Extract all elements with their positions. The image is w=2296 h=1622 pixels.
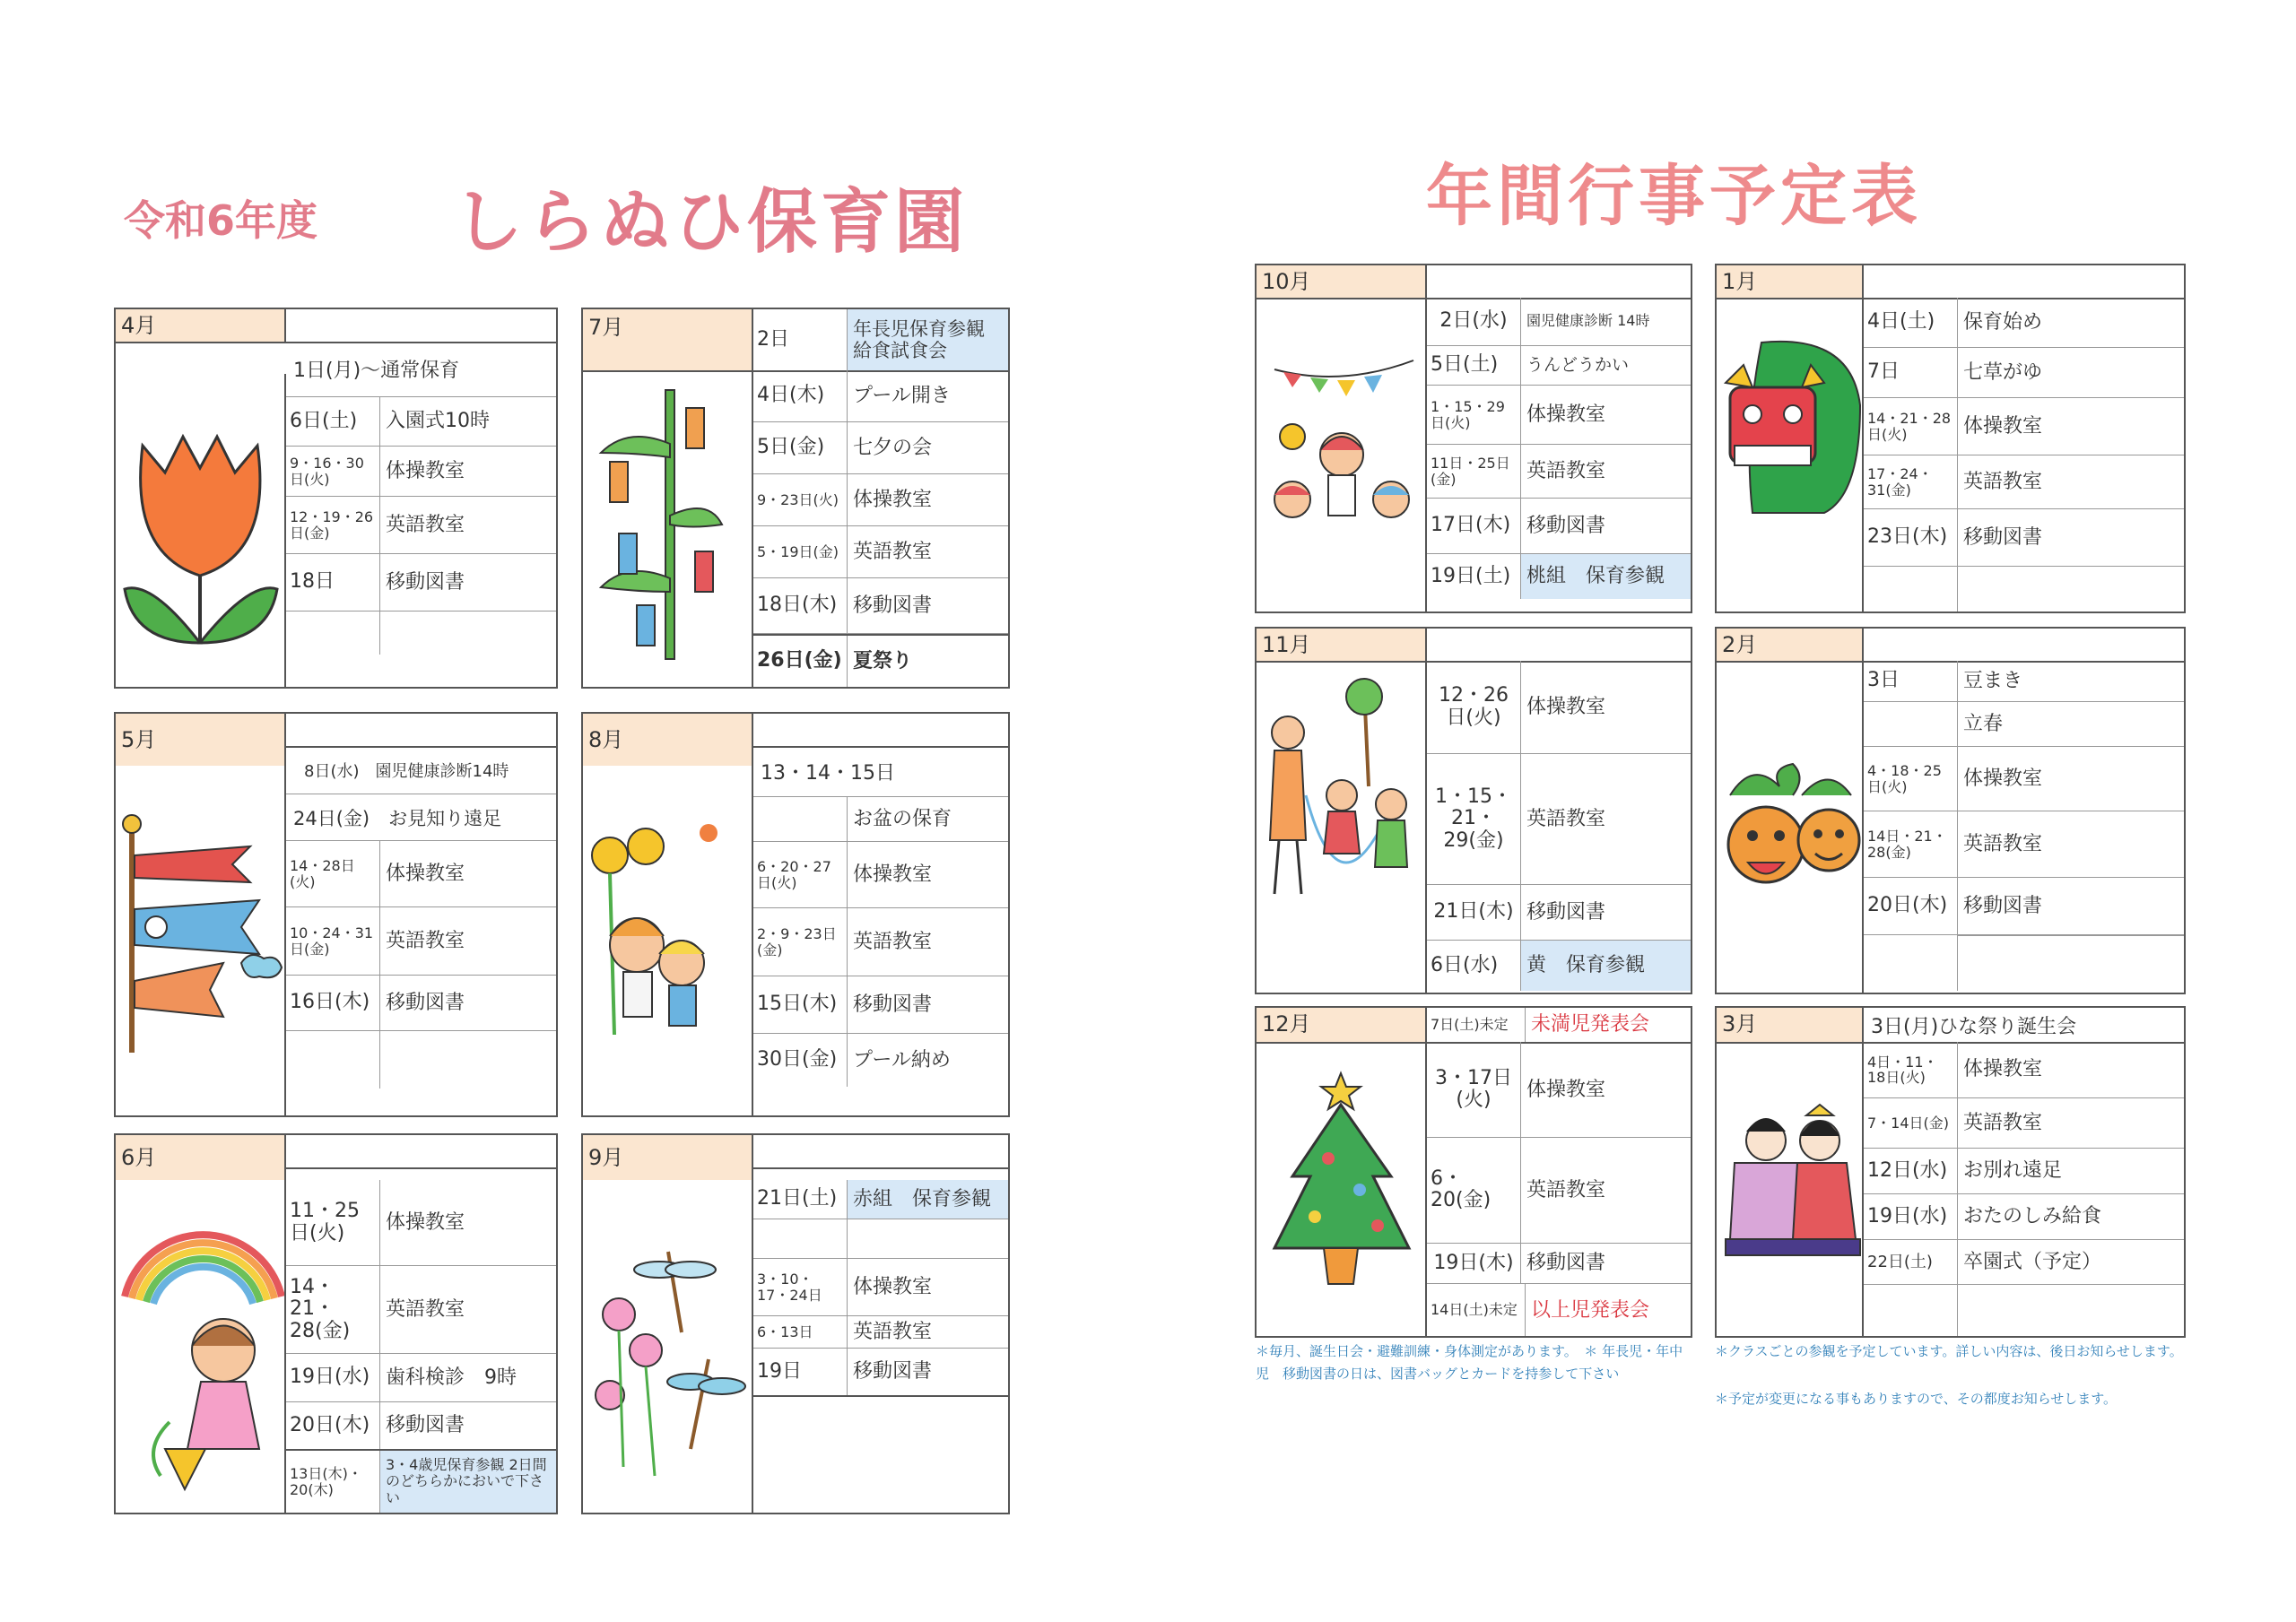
event-text: 移動図書 [1526,900,1606,924]
event-text: 英語教室 [1963,470,2043,493]
event-text: 移動図書 [1963,525,2043,549]
month-label: 8月 [583,714,753,766]
event-date: 5日(土) [1427,346,1521,385]
event-date: 6・20(金) [1427,1138,1521,1242]
event-date: 17・24・31(金) [1864,455,1958,508]
event-text: 未満児発表会 [1531,1013,1650,1037]
event-text: 以上児発表会 [1531,1298,1650,1322]
event-text: 体操教室 [386,1210,465,1234]
event-date: 6・20・27日(火) [753,842,848,907]
event-date: 2日(水) [1427,298,1521,345]
event-date: 21日(木) [1427,885,1521,940]
event-date: 6・13日 [753,1316,848,1348]
event-date: 23日(木) [1864,509,1958,566]
month-card-november [1255,627,1692,994]
event-text: 24日(金) お見知り遠足 [293,807,502,829]
event-text: 移動図書 [1526,514,1606,537]
event-date: 12日(水) [1864,1149,1958,1193]
month-card-september [581,1133,1010,1514]
event-date: 30日(金) [753,1034,848,1087]
event-date: 22日(土) [1864,1240,1958,1283]
event-text: 体操教室 [1526,695,1606,718]
event-text: 保育始め [1963,310,2043,334]
event-date: 14日(土)未定 [1427,1284,1526,1336]
event-text: 年長児保育参観 給食試食会 [848,309,1008,370]
event-date: 14日・21・28(金) [1864,811,1958,877]
footnote-right-2: ＊予定が変更になる事もありますので、その都度お知らせします。 [1715,1391,2118,1407]
month-card-may [114,712,558,1117]
event-text: 13・14・15日 [761,761,895,785]
event-text: 体操教室 [1963,1058,2043,1081]
event-text: 体操教室 [1963,414,2043,438]
event-text: 英語教室 [853,1320,933,1343]
event-date: 17日(木) [1427,499,1521,553]
event-text: おたのしみ給食 [1963,1205,2102,1228]
event-date: 26日(金) [753,636,848,687]
event-text: 英語教室 [1526,459,1606,482]
nursery-name: しらぬひ保育園 [453,182,969,263]
event-date: 19日(水) [1864,1194,1958,1239]
event-text: 移動図書 [853,1360,933,1383]
event-text: 英語教室 [386,1297,465,1321]
event-text: 体操教室 [1963,767,2043,790]
event-date: 5日(金) [753,422,848,473]
event-text: 英語教室 [386,929,465,952]
event-date: 14・21・28日(火) [1864,398,1958,455]
event-date: 14・21・28(金) [286,1266,380,1353]
event-text: 3・4歳児保育参観 2日間のどちらかにおいで下さい [380,1451,556,1513]
event-date: 1・15・21・29(金) [1427,754,1521,884]
event-date: 19日(木) [1427,1244,1521,1284]
month-label: 3月 [1717,1008,1864,1042]
event-text: 体操教室 [386,459,465,482]
event-text: 移動図書 [1963,894,2043,917]
event-text: 英語教室 [1963,832,2043,855]
event-text: 英語教室 [853,540,933,563]
event-text: 七夕の会 [853,436,933,459]
event-text: お盆の保育 [853,807,952,830]
month-card-april [114,308,558,689]
month-label: 10月 [1257,265,1427,298]
event-text: 移動図書 [853,993,933,1016]
event-text: 体操教室 [1526,403,1606,426]
rainbow-girl-illustration [116,1180,286,1513]
event-date: 20日(木) [286,1402,380,1449]
jump-rope-illustration [1257,661,1427,993]
event-text: 夏祭り [853,649,913,672]
event-date: 19日 [753,1349,848,1395]
month-card-june [114,1133,558,1514]
event-date: 11・25日(火) [286,1180,380,1265]
event-date: 20日(木) [1864,878,1958,934]
cosmos-dragonfly-illustration [583,1180,753,1513]
event-text: 黄 保育参観 [1521,941,1691,991]
event-date: 7・14日(金) [1864,1098,1958,1147]
event-text: 体操教室 [1526,1078,1606,1101]
sports-day-illustration [1257,298,1427,612]
event-text: お別れ遠足 [1963,1159,2063,1183]
event-text: 赤組 保育参観 [848,1180,1008,1219]
event-text: 移動図書 [853,594,933,617]
event-text: 3日(月)ひな祭り誕生会 [1871,1015,2077,1038]
koinobori-illustration [116,766,286,1115]
lion-dance-illustration [1717,298,1864,612]
event-date: 7日 [1864,348,1958,397]
footnote-left: ＊毎月、誕生日会・避難訓練・身体測定があります。 ＊ 年長児・年中児 移動図書の日は、図書バッグとカードを持参して下さい [1256,1343,1683,1382]
event-date: 3・10・17・24日 [753,1259,848,1315]
event-date: 16日(木) [286,976,380,1030]
fiscal-year-label: 令和6年度 [124,196,318,245]
event-date: 1・15・29日(火) [1427,386,1521,444]
month-card-october [1255,264,1692,613]
month-label: 9月 [583,1135,753,1180]
month-label: 11月 [1257,629,1427,661]
hina-dolls-illustration [1717,1042,1864,1336]
month-card-august [581,712,1010,1117]
event-text: 移動図書 [386,991,465,1014]
event-date: 3・17日(火) [1427,1042,1521,1137]
event-text: 英語教室 [386,513,465,536]
event-date: 7日(土)未定 [1427,1008,1526,1042]
month-card-february [1715,627,2186,994]
event-date: 4日(木) [753,370,848,421]
event-text: 体操教室 [853,488,933,511]
event-date: 4日(土) [1864,298,1958,347]
event-text: 1日(月)〜通常保育 [293,360,460,382]
event-text: プール開き [853,384,951,407]
event-text: 体操教室 [853,863,933,886]
event-date: 13日(木)・20(木) [286,1451,380,1513]
event-text: 英語教室 [1526,1178,1606,1201]
event-text: 豆まき [1963,669,2023,692]
event-date: 18日 [286,554,380,611]
event-date: 3日 [1864,661,1958,701]
event-date: 19日(水) [286,1354,380,1401]
month-label: 12月 [1257,1008,1427,1042]
event-date: 12・19・26日(金) [286,497,380,553]
event-date: 11日・25日(金) [1427,445,1521,498]
event-date: 9・16・30日(火) [286,447,380,496]
event-date: 10・24・31日(金) [286,907,380,975]
event-text: 卒園式（予定） [1963,1250,2102,1273]
event-date: 14・28日(火) [286,841,380,906]
event-date: 19日(土) [1427,554,1521,599]
event-date: 4・18・25日(火) [1864,747,1958,811]
event-date: 18日(木) [753,578,848,633]
tulip-illustration [116,374,286,687]
month-card-march [1715,1006,2186,1338]
event-text: 歯科検診 9時 [386,1366,517,1389]
event-text: 移動図書 [1526,1252,1606,1275]
month-card-january [1715,264,2186,613]
event-date: 5・19日(金) [753,526,848,577]
event-text: 移動図書 [386,1414,465,1437]
event-date: 12・26日(火) [1427,661,1521,753]
event-date: 9・23日(火) [753,474,848,525]
month-label: 2月 [1717,629,1864,661]
page-title: 年間行事予定表 [1426,158,1922,235]
event-text: 入園式10時 [386,410,490,433]
event-date: 21日(土) [753,1180,848,1219]
event-date: 15日(木) [753,976,848,1033]
oni-mask-illustration [1717,661,1864,993]
event-text: 園児健康診断 14時 [1526,312,1650,330]
event-date: 4日・11・18日(火) [1864,1042,1958,1097]
sunflower-children-illustration [583,766,753,1115]
month-label: 4月 [116,309,286,342]
month-label: 1月 [1717,265,1864,298]
event-text: うんどうかい [1526,354,1630,375]
event-text: 移動図書 [386,570,465,594]
month-label: 5月 [116,714,286,766]
event-date: 2日 [753,309,848,370]
event-text: プール納め [853,1048,951,1071]
event-date: 2・9・23日(金) [753,908,848,976]
event-text: 体操教室 [853,1275,933,1298]
month-label: 7月 [583,309,753,370]
event-text: 英語教室 [1963,1111,2043,1134]
month-card-december [1255,1006,1692,1338]
footnote-right-1: ＊クラスごとの参観を予定しています。詳しい内容は、後日お知らせします。 [1715,1343,2183,1359]
month-card-july [581,308,1010,689]
event-text: 立春 [1963,712,2004,735]
event-text: 七草がゆ [1963,360,2043,384]
event-text: 8日(水) 園児健康診断14時 [304,761,509,781]
tanabata-bamboo-illustration [583,372,753,687]
event-text: 英語教室 [1526,807,1606,830]
christmas-tree-illustration [1257,1042,1427,1336]
event-text: 英語教室 [853,930,933,953]
event-text: 体操教室 [386,862,465,885]
event-date: 6日(水) [1427,941,1521,991]
event-date: 6日(土) [286,397,380,446]
event-text: 桃組 保育参観 [1521,554,1691,599]
month-label: 6月 [116,1135,286,1180]
